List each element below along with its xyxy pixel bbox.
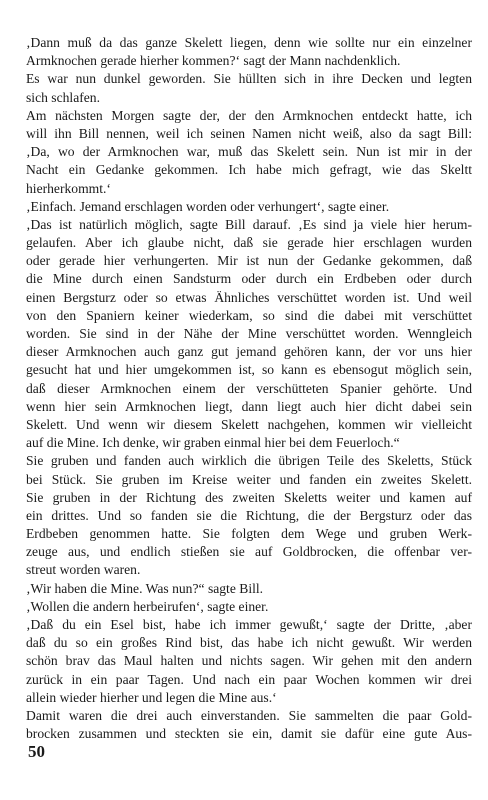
text-line: schön brav das Maul halten und nichts sagen. Wir gehen mit den andern	[26, 653, 472, 669]
text-line: einen Bergsturz oder so etwas Ähnliches verschüttet worden ist. Und weil	[26, 289, 472, 305]
text-line: Am nächsten Morgen sagte der, der den Armknochen entdeckt hatte, ich	[26, 107, 472, 123]
text-line: Sie gruben in der Richtung des zweiten Skeletts weiter und kamen auf	[26, 489, 472, 505]
text-line: streut worden waren.	[26, 562, 141, 578]
text-line: sich schlafen.	[26, 89, 100, 105]
text-line: Sie gruben und fanden auch wirklich die übrigen Teile des Skeletts, Stück	[26, 453, 472, 469]
text-line: ‚Dann muß da das ganze Skelett liegen, denn wie sollte nur ein einzelner	[26, 35, 472, 50]
text-line: ‚Das ist natürlich möglich, sagte Bill darauf. ‚Es sind ja viele hier herum-	[26, 216, 472, 232]
page-number: 50	[28, 742, 45, 761]
text-line: Armknochen gerade hierher kommen?‘ sagt der Mann nachdenklich.	[26, 53, 401, 69]
text-line: zeuge aus, und endlich stießen sie auf Goldbrocken, die offenbar ver-	[26, 544, 472, 560]
text-line: Es war nun dunkel geworden. Sie hüllten sich in ihre Decken und legten	[26, 71, 472, 87]
text-line: allein wieder hierher und legen die Mine aus.‘	[26, 689, 277, 705]
text-line: auf die Mine. Ich denke, wir graben einmal hier bei dem Feuerloch.“	[26, 435, 400, 451]
text-line: wenn hier sein Armknochen liegt, dann liegt auch hier dicht dabei sein	[26, 398, 472, 414]
text-line: oder gerade hier verhungerten. Mir ist nun der Gedanke gekommen, daß	[26, 253, 472, 269]
text-line: worden. Sie sind in der Nähe der Mine verschüttet worden. Wenngleich	[26, 326, 472, 341]
book-page-body	[26, 34, 472, 743]
text-line: Skelett. Und wenn wir diesem Skelett nachgehen, kommen wir vielleicht	[26, 416, 472, 432]
text-line: bei Stück. Sie gruben im Kreise weiter und fanden ein zweites Skelett.	[26, 471, 472, 487]
text-line: Erdbeben genommen hatte. Sie folgten dem Wege und gruben Werk-	[26, 526, 472, 542]
text-line: ‚Daß du ein Esel bist, habe ich immer gewußt,‘ sagte der Dritte, ‚aber	[26, 617, 472, 632]
text-line: brocken zusammen und steckten sie ein, damit sie dafür eine gute Aus-	[26, 726, 472, 742]
text-line: will ihn Bill nennen, weil ich seinen Namen nicht weiß, also da sagt Bill:	[26, 125, 472, 141]
text-line: daß dieser Armknochen einem der verschütteten Spanier gehörte. Und	[26, 380, 472, 396]
text-line: ‚Einfach. Jemand erschlagen worden oder verhungert‘, sagte einer.	[26, 198, 390, 214]
text-line: ‚Da, wo der Armknochen war, muß das Skelett sein. Nun ist mir in der	[26, 144, 472, 160]
text-line: gesucht hat und hier umgekommen ist, so kann es ebensogut möglich sein,	[26, 362, 472, 378]
text-line: von den Spaniern keiner wiederkam, so sind die dabei mit verschüttet	[26, 307, 472, 323]
text-line: zurück in ein paar Tagen. Und nach ein paar Wochen kommen wir drei	[26, 671, 472, 687]
text-line: dieser Armknochen auch ganz gut jemand gehören kann, der vor uns hier	[26, 344, 472, 360]
text-line: Nacht ein Gedanke gekommen. Ich habe mich gefragt, wie das Skeltt	[26, 162, 472, 178]
text-line: gelaufen. Aber ich glaube nicht, daß sie gerade hier erschlagen wurden	[26, 235, 472, 251]
text-line: ‚Wir haben die Mine. Was nun?“ sagte Bill.	[26, 580, 264, 596]
text-line: Damit waren die drei auch einverstanden. Sie sammelten die paar Gold-	[26, 707, 472, 723]
text-line: hierherkommt.‘	[26, 180, 111, 196]
text-line: die Mine durch einen Sandsturm oder durch ein Erdbeben oder durch	[26, 271, 472, 287]
text-line: ein drittes. Und so fanden sie die Richtung, die der Bergsturz oder das	[26, 507, 472, 523]
text-line: daß du so ein großes Rind bist, das habe ich nicht gewußt. Wir werden	[26, 635, 472, 651]
text-line: ‚Wollen die andern herbeirufen‘, sagte einer.	[26, 598, 269, 614]
